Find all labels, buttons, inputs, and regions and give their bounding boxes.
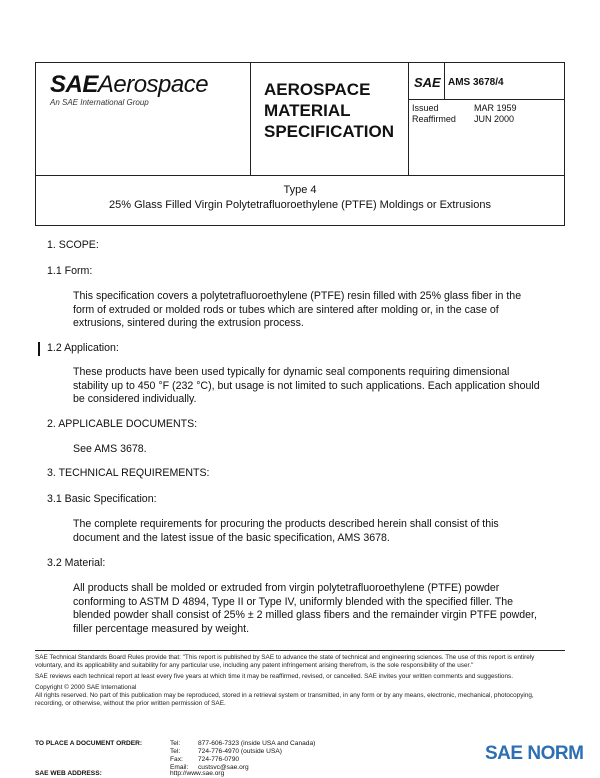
change-bar (38, 342, 40, 356)
order-label: TO PLACE A DOCUMENT ORDER: (35, 740, 143, 747)
section-1-heading: 1. SCOPE: (47, 239, 99, 251)
web-link[interactable]: http://www.sae.org (170, 770, 225, 777)
spec-title-cell (250, 63, 409, 175)
section-3-heading: 3. TECHNICAL REQUIREMENTS: (47, 467, 210, 479)
email-link[interactable]: custsvc@sae.org (198, 764, 249, 771)
section-2-text: See AMS 3678. (73, 443, 147, 455)
section-1-1-heading: 1.1 Form: (47, 265, 93, 277)
document-page: SAEAerospace An SAE International Group AEROSPACE MATERIAL SPECIFICATION SAE AMS 3678/4 Issued MAR 1959 Reaffirmed JUN 2000 Type 4 25% Glass Filled Virgin Polytetrafluoroethylene (PTFE) Moldings or Extrusions 1. SCOPE: 1.1 Form: This specification covers a polytetrafluoroethylene (PTFE) resin filled with 25% glass fiber in the form of extruded or molded rods or tubes which are sintered after molding or, in the case of extrusions, sintered during the extrusion process. 1.2 Application: These products have been used typically for dynamic seal components requiring dimensional stability up to 450 °F (232 °C), but usage is not limited to such applications. Each application should be considered individually. 2. APPLICABLE DOCUMENTS: See AMS 3678. 3. TECHNICAL REQUIREMENTS: 3.1 Basic Specification: The complete requirements for procuring the products described herein shall consist of this document and the latest issue of the basic specification, AMS 3678. 3.2 Material: All products shall be molded or extruded from virgin polytetrafluoroethylene (PTFE) powder conforming to ASTM D 4894, Type II or Type IV, uniformly blended with the specified filler. The blended powder shall consist of 25% ± 2 milled glass fibers and the remainder virgin PTFE powder, filler percentage measured by weight. SAE Technical Standards Board Rules provide that: "This report is published by SAE to advance the state of technical and engineering sciences. The use of this report is entirely voluntary, and its applicability and suitability for any particular use, including any patent infringement arising therefrom, is the sole responsibility of the user." SAE reviews each technical report at least every five years at which time it may be reaffirmed, revised, or cancelled. SAE invites your written comments and suggestions. Copyright © 2000 SAE International All rights reserved. No part of this publication may be reproduced, stored in a retrieval system or transmitted, in any form or by any means, electronic, mechanical, photocopying, recording, or otherwise, without the prior written permission of SAE. TO PLACE A DOCUMENT ORDER: Tel: 877-606-7323 (inside USA and Canada) Tel: 724-776-4970 (outside USA) Fax: 724-776-0790 Email: custsvc@sae.org SAE WEB ADDRESS: http://www.sae.org SAE NORM (0, 0, 600, 776)
spec-title: AEROSPACE MATERIAL SPECIFICATION (264, 80, 395, 141)
sae-mini-logo: SAE (414, 75, 441, 90)
issued-label: Issued (412, 103, 439, 113)
title-line-2: 25% Glass Filled Virgin Polytetrafluoroethylene (PTFE) Moldings or Extrusions (109, 199, 491, 211)
reaffirmed-label: Reaffirmed (412, 114, 456, 124)
section-2-heading: 2. APPLICABLE DOCUMENTS: (47, 418, 198, 430)
footer-copyright: Copyright © 2000 SAE International All rights reserved. No part of this publication may be reproduced, stored in a retrieval system or transmitted, in any form or by any means, electronic, mechanical, photocopying, recording, or otherwise, without the prior written permission of SAE. (35, 684, 534, 707)
web-label: SAE WEB ADDRESS: (35, 770, 102, 777)
header-block (35, 62, 565, 176)
section-3-2-text: All products shall be molded or extruded from virgin polytetrafluoroethylene (PTFE) powder conforming to ASTM D 4894, Type II or Type IV, uniformly blended with the specified filler. The blended powder shall consist of 25% ± 2 milled glass fibers and the remainder virgin PTFE powder, filler percentage measured by weight. (73, 582, 537, 635)
logo-subtitle: An SAE International Group (50, 98, 149, 107)
tel-outside: 724-776-4970 (outside USA) (198, 748, 282, 755)
footer-notice: SAE Technical Standards Board Rules provide that: "This report is published by SAE to advance the state of technical and engineering sciences. The use of this report is entirely voluntary, and its applicability and suitability for any particular use, including any patent infringement arising therefrom, is the sole responsibility of the user." (35, 654, 535, 669)
fax: 724-776-0790 (198, 756, 240, 763)
logo-cell (36, 63, 251, 175)
reaffirmed-date: JUN 2000 (474, 114, 515, 124)
issued-date: MAR 1959 (474, 103, 517, 113)
footer-divider (35, 650, 565, 651)
tel-inside: 877-606-7323 (inside USA and Canada) (198, 740, 316, 747)
doc-dates (412, 103, 517, 125)
section-1-1-text: This specification covers a polytetrafluoroethylene (PTFE) resin filled with 25% glass fiber in the form of extruded or molded rods or tubes which are sintered after molding or, in the case of extrusions, sintered during the extrusion process. (73, 290, 522, 329)
doc-number: AMS 3678/4 (448, 77, 504, 88)
doc-info-cell (408, 63, 564, 175)
section-1-2-text: These products have been used typically for dynamic seal components requiring dimensional stability up to 450 °F (232 °C), but usage is not limited to such applications. Each application should be considered individually. (73, 366, 540, 405)
document-title (35, 176, 565, 226)
sae-norm-watermark: SAE NORM (485, 743, 584, 764)
section-3-2-heading: 3.2 Material: (47, 557, 106, 569)
sae-aerospace-logo: SAEAerospace (50, 71, 209, 98)
section-1-2-heading: 1.2 Application: (47, 342, 119, 354)
footer-review-notice: SAE reviews each technical report at least every five years at which time it may be reaffirmed, revised, or cancelled. SAE invites your written comments and suggestions. (35, 673, 513, 680)
section-3-1-heading: 3.1 Basic Specification: (47, 493, 157, 505)
title-line-1: Type 4 (283, 184, 317, 196)
section-3-1-text: The complete requirements for procuring the products described herein shall consist of this document and the latest issue of the basic specification, AMS 3678. (73, 518, 499, 544)
